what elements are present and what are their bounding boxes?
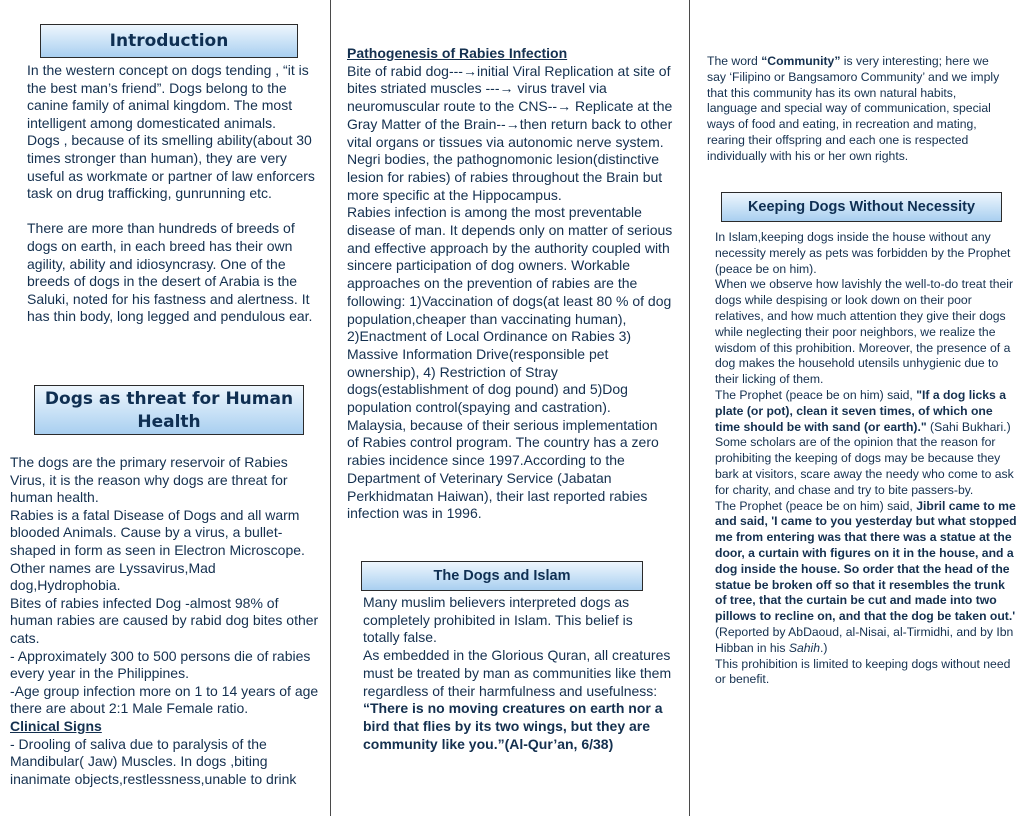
- community-paragraph: [707, 54, 1007, 165]
- keeping-dogs-heading: Keeping Dogs Without Necessity: [747, 199, 976, 215]
- keeping-paragraph-5: [715, 499, 1017, 657]
- community-text-a: The word: [707, 54, 762, 68]
- keeping-paragraph-6: This prohibition is limited to keeping dogs without need or benefit.: [715, 656, 1011, 687]
- threat-heading: Dogs as threat for Human Health: [44, 389, 294, 432]
- keeping-paragraph-3: [715, 388, 1017, 435]
- patho-text-e: then return back to other vital organs or tissues via autonomic nerve system.: [347, 115, 673, 150]
- patho-text-a: Bite of rabid dog---: [347, 62, 463, 79]
- patho-text-b: initial Viral Replication at site of bites striated muscles ---: [347, 62, 671, 97]
- clinical-signs-heading: Clinical Signs: [10, 717, 102, 734]
- k5-text-a: The Prophet (peace be on him) said,: [715, 498, 917, 513]
- introduction-section: [27, 62, 315, 326]
- threat-section: [10, 454, 320, 788]
- k3-text-a: The Prophet (peace be on him) said,: [715, 387, 917, 402]
- threat-paragraph-5: -Age group infection more on 1 to 14 years of age there are about 2:1 Male Female ratio.: [10, 682, 319, 717]
- arrow-icon: →: [499, 80, 514, 97]
- threat-paragraph-1: The dogs are the primary reservoir of Rabies Virus, it is the reason why dogs are threat for human health.: [10, 454, 288, 506]
- intro-paragraph-3: There are more than hundreds of breeds of dogs on earth, in each breed has their own agility, ability and idiosyncrasy. One of the breeds of dogs in the desert of Arabia is the Saluki, noted for his fastness and alertness. It has thin body, long legged and pendulous ear.: [27, 220, 313, 325]
- k5-text-sahih: Sahih: [788, 640, 821, 655]
- dogs-islam-section: [363, 594, 673, 753]
- hadith-quote-plate: "If a dog licks a plate (or pot), clean it seven times, of which one time should be with sand (or earth).": [715, 387, 1006, 434]
- arrow-icon: →: [462, 62, 477, 79]
- dogs-islam-heading: The Dogs and Islam: [433, 568, 571, 584]
- column-divider-left: [330, 0, 331, 816]
- keeping-dogs-heading-box: [721, 192, 1002, 222]
- pathogenesis-paragraph-3: Rabies infection is among the most preventable disease of man. It depends only on matter of serious and effective approach by the authority coupled with sincere participation of dog owners. Workable approaches on the prevention of rabies are the following: 1)Vaccination of dogs(at least 80 % of dog population,cheaper than vaccinating human), 2)Enactment of Local Ordinance on Rabies 3) Massive Information Drive(responsible pet ownership), 4) Restriction of Stray dogs(establishment of dog pound) and 5)Dog population control(spaying and castration).: [347, 204, 673, 416]
- k3-text-c: (Sahi Bukhari.): [926, 419, 1011, 434]
- pathogenesis-paragraph-4: Malaysia, because of their serious implementation of Rabies control program. The country has a zero rabies incidence since 1997.According to the Department of Veterinary Service (Jabatan Perkhidmatan Haiwan), their last reported rabies infection was in 1996.: [347, 416, 659, 522]
- arrow-icon: →: [505, 115, 520, 132]
- hadith-quote-jibril: Jibril came to me and said, 'I came to you yesterday but what stopped me from entering was that there was a statue at the door, a curtain with figures on it in the house, and a dog inside the house. So order that the head of the statue be broken off so that it resembles the trunk of tree, that the curtain be cut and made into two pillows to recline on, and that the dog be taken out.': [715, 498, 1017, 624]
- clinical-paragraph-1: - Drooling of saliva due to paralysis of the Mandibular( Jaw) Muscles. In dogs ,biting inanimate objects,restlessness,unable to drink: [10, 735, 297, 787]
- pathogenesis-heading: Pathogenesis of Rabies Infection: [347, 45, 568, 61]
- threat-heading-box: [34, 385, 304, 435]
- threat-paragraph-3: Bites of rabies infected Dog -almost 98% of human rabies are caused by rabid dog bites other cats.: [10, 594, 319, 646]
- arrow-icon: →: [557, 98, 572, 115]
- k5-text-c: (Reported by AbDaoud, al-Nisai, al-Tirmidhi, and by Ibn Hibban in his: [715, 624, 1014, 655]
- pathogenesis-section: [347, 45, 673, 523]
- quran-quote: “There is no moving creatures on earth nor a bird that flies by its two wings, but they are community like you.”(Al-Qur’an, 6/38): [363, 700, 663, 752]
- keeping-paragraph-1: In Islam,keeping dogs inside the house without any necessity merely as pets was forbidden by the Prophet (peace be on him).: [715, 230, 1011, 276]
- keeping-paragraph-4: Some scholars are of the opinion that the reason for prohibiting the keeping of dogs may be because they bark at visitors, scare away the needy who come to ask for charity, and chase and try to bite passers-by.: [715, 435, 1014, 497]
- islam-paragraph-1: Many muslim believers interpreted dogs as completely prohibited in Islam. This belief is totally false.: [363, 594, 633, 646]
- islam-paragraph-2: As embedded in the Glorious Quran, all creatures must be treated by man as communities like them regardless of their harmfulness and usefulness:: [363, 647, 672, 699]
- intro-paragraph-1: In the western concept on dogs tending , “it is the best man’s friend”. Dogs belong to the canine family of animal kingdom. The most intelligent among domesticated animals.: [27, 62, 309, 131]
- community-section: [707, 54, 1007, 165]
- keeping-paragraph-2: When we observe how lavishly the well-to-do treat their dogs while despising or look down on their poor relatives, and how much attention they give their dogs while neglecting their poor neighbors, we realize the wisdom of this prohibition. Moreover, the presence of a dog makes the household utensils unhygienic due to their licking of them.: [715, 277, 1014, 387]
- dogs-islam-heading-box: [361, 561, 643, 591]
- community-text-c: is very interesting; here we say ‘Filipino or Bangsamoro Community’ and we imply that this community has its own natural habits, language and special way of communication, special ways of food and eating, in recreation and mating, rearing their offspring and each one is respected individually with his or her own rights.: [707, 54, 1000, 163]
- intro-paragraph-2: Dogs , because of its smelling ability(about 30 times stronger than human), they are very useful as workmate or partner of law enforcers task on drug trafficking, gunrunning etc.: [27, 132, 315, 202]
- column-divider-right: [689, 0, 690, 816]
- patho-text-c: virus travel via neuromuscular route to the CNS--: [347, 80, 607, 115]
- threat-paragraph-2: Rabies is a fatal Disease of Dogs and all warm blooded Animals. Cause by a virus, a bullet-shaped in form as seen in Electron Microscope. Other names are Lyssavirus,Mad dog,Hydrophobia.: [10, 506, 305, 594]
- keeping-dogs-section: [715, 230, 1017, 688]
- patho-text-d: Replicate at the Gray Matter of the Brain--: [347, 98, 673, 132]
- k5-text-e: .): [820, 640, 828, 655]
- introduction-heading: Introduction: [109, 31, 229, 51]
- pathogenesis-paragraph-1: [347, 63, 673, 152]
- introduction-heading-box: [40, 24, 298, 58]
- community-term: “Community”: [761, 54, 841, 68]
- pathogenesis-paragraph-2: Negri bodies, the pathognomonic lesion(distinctive lesion for rabies) of rabies throughout the Brain but more specific at the Hippocampus.: [347, 151, 663, 203]
- threat-paragraph-4: - Approximately 300 to 500 persons die of rabies every year in the Philippines.: [10, 647, 311, 682]
